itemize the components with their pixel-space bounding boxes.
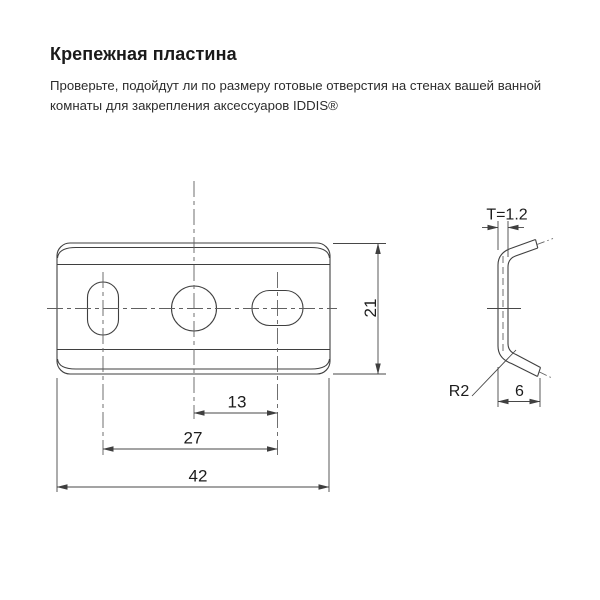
dimension-label-42: 42 xyxy=(188,466,208,486)
dimension-label-radius: R2 xyxy=(448,383,470,400)
front-view xyxy=(47,181,386,492)
dimension-label-13: 13 xyxy=(227,392,247,412)
profile-cap-top xyxy=(536,240,538,249)
dimension-bend-radius xyxy=(449,350,516,400)
dimension-flange-depth xyxy=(498,367,540,407)
dimension-label-depth: 6 xyxy=(515,383,524,400)
dimension-height xyxy=(333,244,386,375)
flange-axis-top xyxy=(537,239,553,245)
flange-axis-bottom xyxy=(540,372,554,379)
flange-edge-top xyxy=(58,248,330,259)
dimension-spacing-13 xyxy=(194,393,278,414)
side-view xyxy=(449,207,553,408)
dimension-label-27: 27 xyxy=(183,428,203,448)
dimension-label-height: 21 xyxy=(361,298,380,318)
profile-inner-line xyxy=(508,248,541,368)
dimension-spacing-27 xyxy=(103,429,278,450)
dimension-thickness xyxy=(482,207,528,258)
leader-line xyxy=(472,350,516,396)
dimension-label-thickness: T=1.2 xyxy=(486,206,528,224)
page-title: Крепежная пластина xyxy=(50,44,237,64)
flange-edge-bottom xyxy=(58,359,330,369)
page-description: Проверьте, подойдут ли по размеру готовые отверстия на стенах вашей ванной комнаты для закрепления аксессуаров IDDIS® xyxy=(50,78,542,113)
